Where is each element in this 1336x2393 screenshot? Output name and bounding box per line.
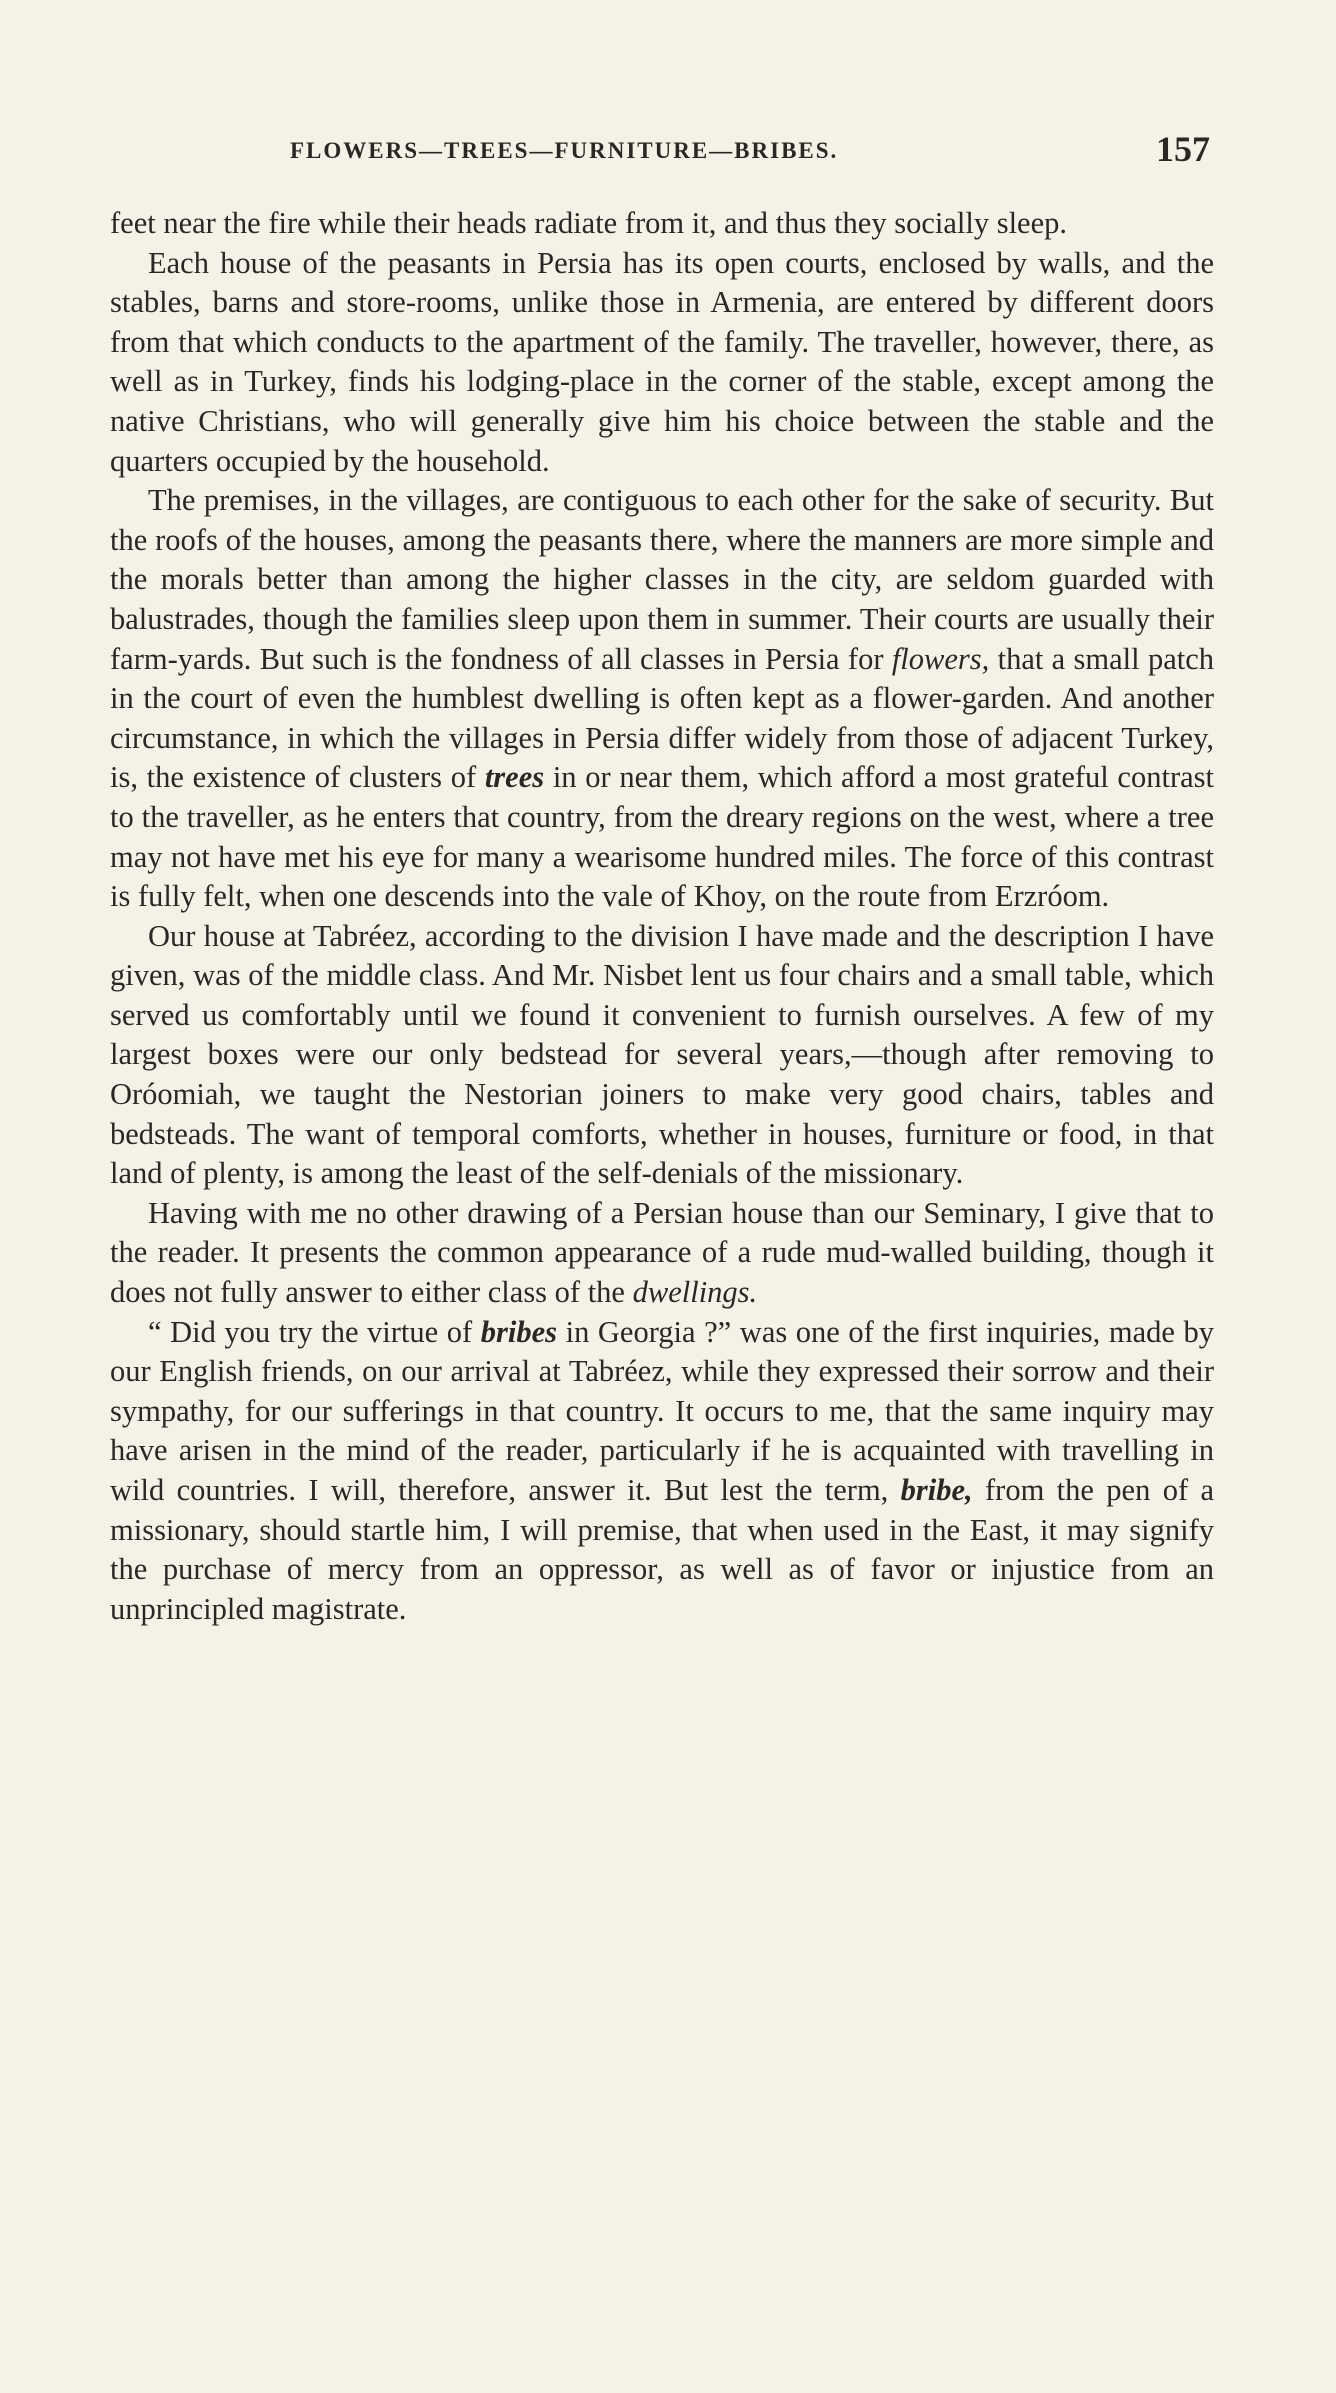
paragraph-2-text: Each house of the peasants in Persia has its open courts, enclosed by walls, and the stables, barns and store-rooms, unlike those in Armenia, are entered by different doors from that which conducts to the apartment of the family. The traveller, however, there, as well as in Turkey, finds his lodging-place in the corner of the stable, except among the native Christians, who will generally give him his choice between the stable and the quarters occupied by the household.: [110, 245, 1214, 478]
paragraph-6: [110, 1313, 1214, 1630]
trees-emphasis: trees: [484, 760, 545, 795]
paragraph-6-text-b: in Georgia ?” was one of the first inquiries, made by our English friends, on our arrival at Tabréez, while they expressed their sorrow and their sympathy, for our sufferings in that country. It occurs to me, that the same inquiry may have arisen in the mind of the reader, particularly if he is acquainted with travelling in wild countries. I will, therefore, answer it. But lest the term,: [110, 1314, 1214, 1507]
page-header: [110, 128, 1210, 172]
paragraph-4: [110, 917, 1214, 1194]
bribe-emphasis: bribe,: [900, 1473, 973, 1507]
paragraph-3-text-a: The premises, in the villages, are contiguous to each other for the sake of security. But the roofs of the houses, among the peasants there, where the manners are more simple and the morals better than among the higher classes in the city, are seldom guarded with balustrades, though the families sleep upon them in summer. Their courts are usually their farm-yards. But such is the fondness of all classes in Persia for: [110, 483, 1214, 676]
paragraph-3: [110, 481, 1214, 917]
page-number: 157: [1156, 129, 1210, 169]
dwellings-emphasis: dwellings.: [632, 1275, 758, 1310]
paragraph-2: [110, 244, 1214, 482]
paragraph-3-text-c: in or near them, which afford a most grateful contrast to the traveller, as he enters that country, from the dreary regions on the west, where a tree may not have met his eye for many a wearisome hundred miles. The force of this contrast is fully felt, when one descends into the vale of Khoy, on the route from Erzróom.: [110, 760, 1214, 914]
paragraph-3-text-b: that a small patch in the court of even the humblest dwelling is often kept as a flower-garden. And another circumstance, in which the villages in Persia differ widely from those of adjacent Turkey, is, the existence of clusters of: [110, 641, 1215, 795]
running-title: FLOWERS—TREES—FURNITURE—BRIBES.: [290, 138, 839, 163]
paragraph-1: [110, 204, 1214, 244]
paragraph-5-text-a: Having with me no other drawing of a Persian house than our Seminary, I give that to the reader. It presents the common appearance of a rude mud-walled building, though it does not fully answer to either class of the: [110, 1195, 1214, 1310]
paragraph-1-text: feet near the fire while their heads radiate from it, and thus they socially sleep.: [110, 206, 1067, 240]
flowers-emphasis: flowers,: [891, 641, 990, 676]
paragraph-6-text-c: from the pen of a missionary, should startle him, I will premise, that when used in the East, it may signify the purchase of mercy from an oppressor, as well as of favor or injustice from an unprincipled magistrate.: [110, 1473, 1214, 1626]
paragraph-5: [110, 1194, 1214, 1313]
paragraph-6-text-a: “ Did you try the virtue of: [148, 1314, 481, 1349]
paragraph-4-text: Our house at Tabréez, according to the division I have made and the description I have given, was of the middle class. And Mr. Nisbet lent us four chairs and a small table, which served us comfortably until we found it convenient to furnish ourselves. A few of my largest boxes were our only bedstead for several years,—though after removing to Oróomiah, we taught the Nestorian joiners to make very good chairs, tables and bedsteads. The want of temporal comforts, whether in houses, furniture or food, in that land of plenty, is among the least of the self-denials of the missionary.: [110, 918, 1214, 1191]
bribes-emphasis: bribes: [480, 1314, 558, 1349]
body-text: [110, 204, 1214, 1629]
